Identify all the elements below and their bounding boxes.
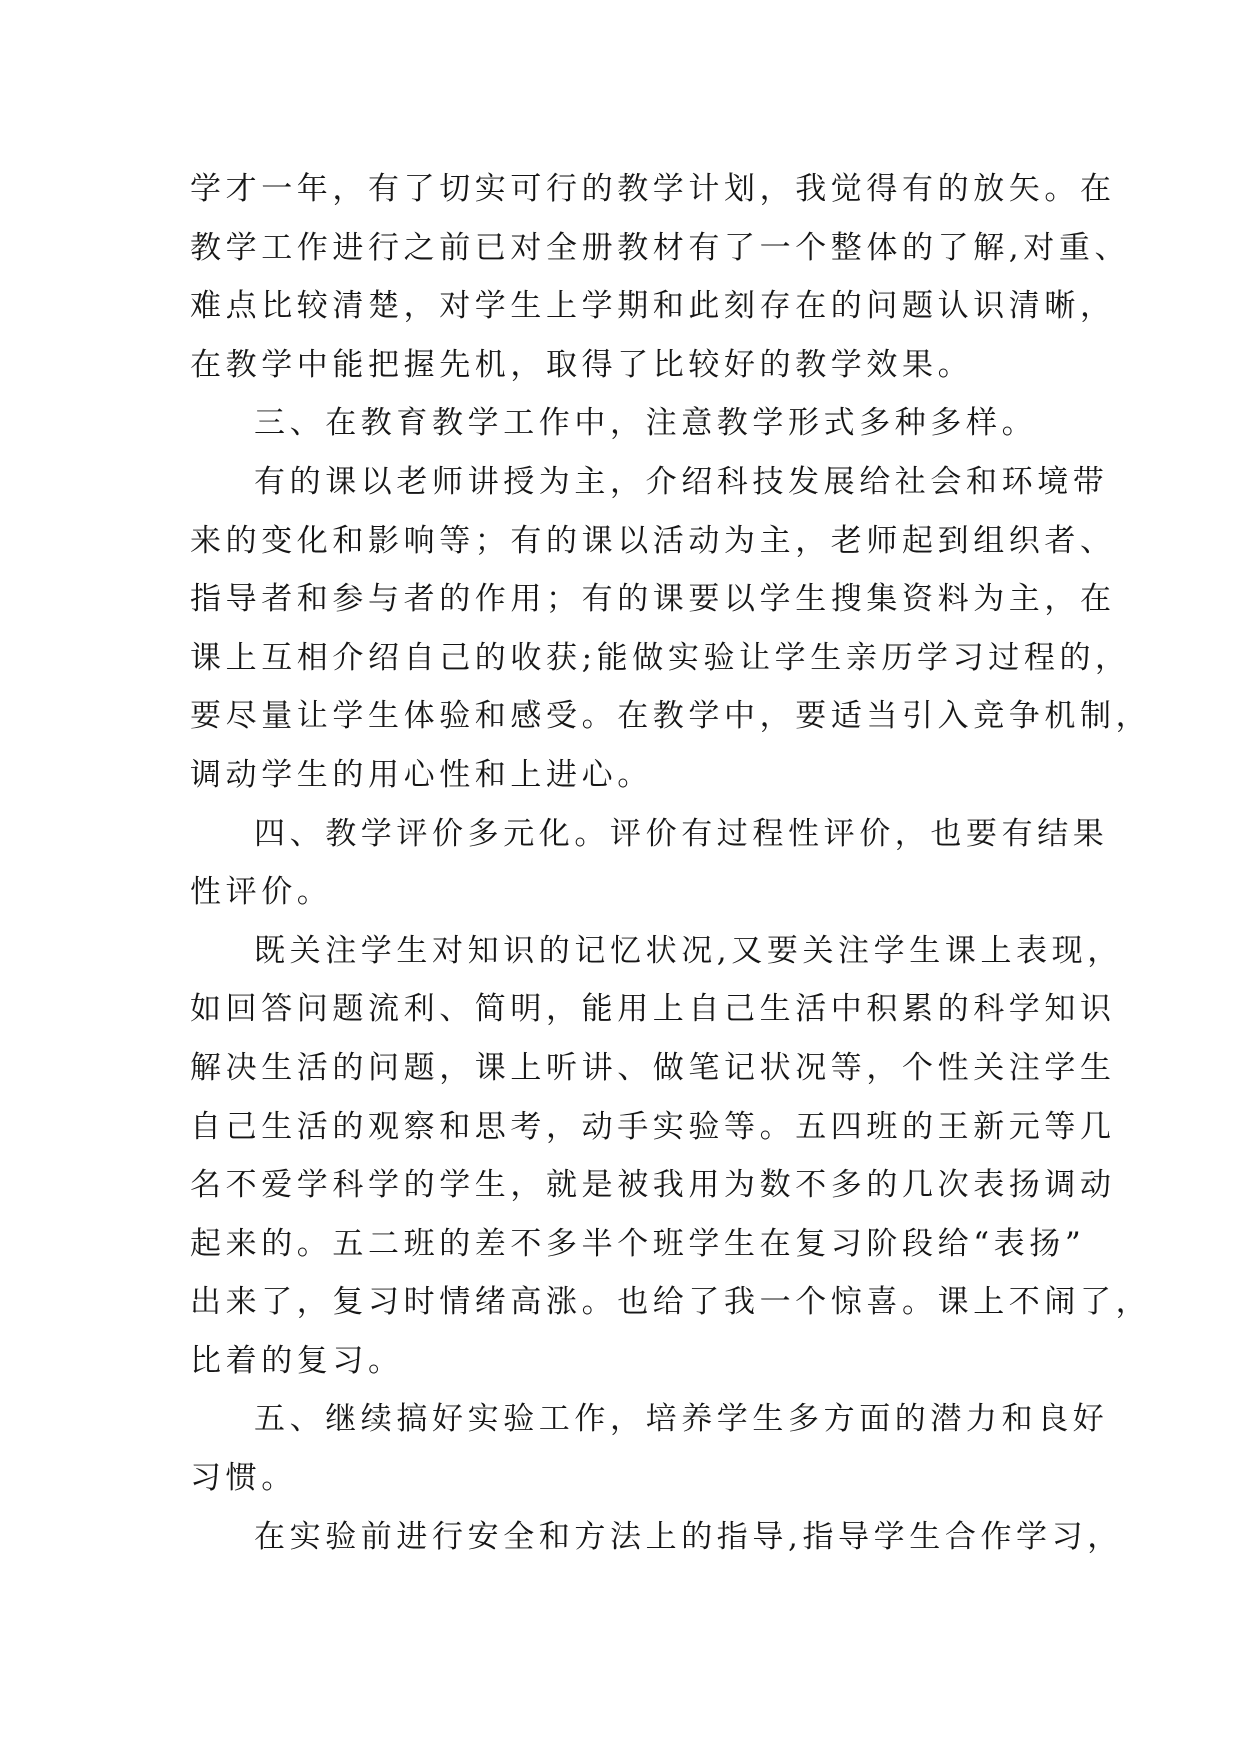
- text-line: 自己生活的观察和思考，动手实验等。五四班的王新元等几: [190, 1108, 1116, 1145]
- text-line: 既关注学生对知识的记忆状况,又要关注学生课上表现，: [254, 932, 1123, 969]
- text-line: 课上互相介绍自己的收获;能做实验让学生亲历学习过程的，: [190, 639, 1131, 676]
- text-line: 四、教学评价多元化。评价有过程性评价，也要有结果: [254, 815, 1109, 852]
- text-line: 如回答问题流利、简明，能用上自己生活中积累的科学知识: [190, 991, 1116, 1028]
- text-line: 三、在教育教学工作中，注意教学形式多种多样。: [254, 405, 1038, 442]
- text-line: 要尽量让学生体验和感受。在教学中，要适当引入竞争机制，: [190, 698, 1152, 735]
- text-line: 调动学生的用心性和上进心。: [190, 756, 653, 793]
- text-line: 教学工作进行之前已对全册教材有了一个整体的了解,对重、: [190, 229, 1131, 266]
- text-line: 来的变化和影响等；有的课以活动为主，老师起到组织者、: [190, 522, 1116, 559]
- text-line: 出来了，复习时情绪高涨。也给了我一个惊喜。课上不闹了，: [190, 1284, 1152, 1321]
- text-line: 在实验前进行安全和方法上的指导,指导学生合作学习，: [254, 1518, 1123, 1555]
- text-line: 性评价。: [190, 874, 333, 911]
- text-line: 难点比较清楚，对学生上学期和此刻存在的问题认识清晰，: [190, 288, 1116, 325]
- document-body: [190, 160, 1152, 1566]
- text-line: 有的课以老师讲授为主，介绍科技发展给社会和环境带: [254, 463, 1109, 500]
- text-line: 比着的复习。: [190, 1342, 404, 1379]
- text-line: 起来的。五二班的差不多半个班学生在复习阶段给“表扬”: [190, 1225, 1086, 1262]
- text-line: 在教学中能把握先机，取得了比较好的教学效果。: [190, 346, 974, 383]
- text-line: 名不爱学科学的学生，就是被我用为数不多的几次表扬调动: [190, 1167, 1116, 1204]
- text-line: 指导者和参与者的作用；有的课要以学生搜集资料为主，在: [190, 581, 1116, 618]
- text-line: 习惯。: [190, 1460, 297, 1497]
- text-line: 五、继续搞好实验工作，培养学生多方面的潜力和良好: [254, 1401, 1109, 1438]
- text-line: 学才一年，有了切实可行的教学计划，我觉得有的放矢。在: [190, 171, 1116, 207]
- text-line: 解决生活的问题，课上听讲、做笔记状况等，个性关注学生: [190, 1049, 1116, 1086]
